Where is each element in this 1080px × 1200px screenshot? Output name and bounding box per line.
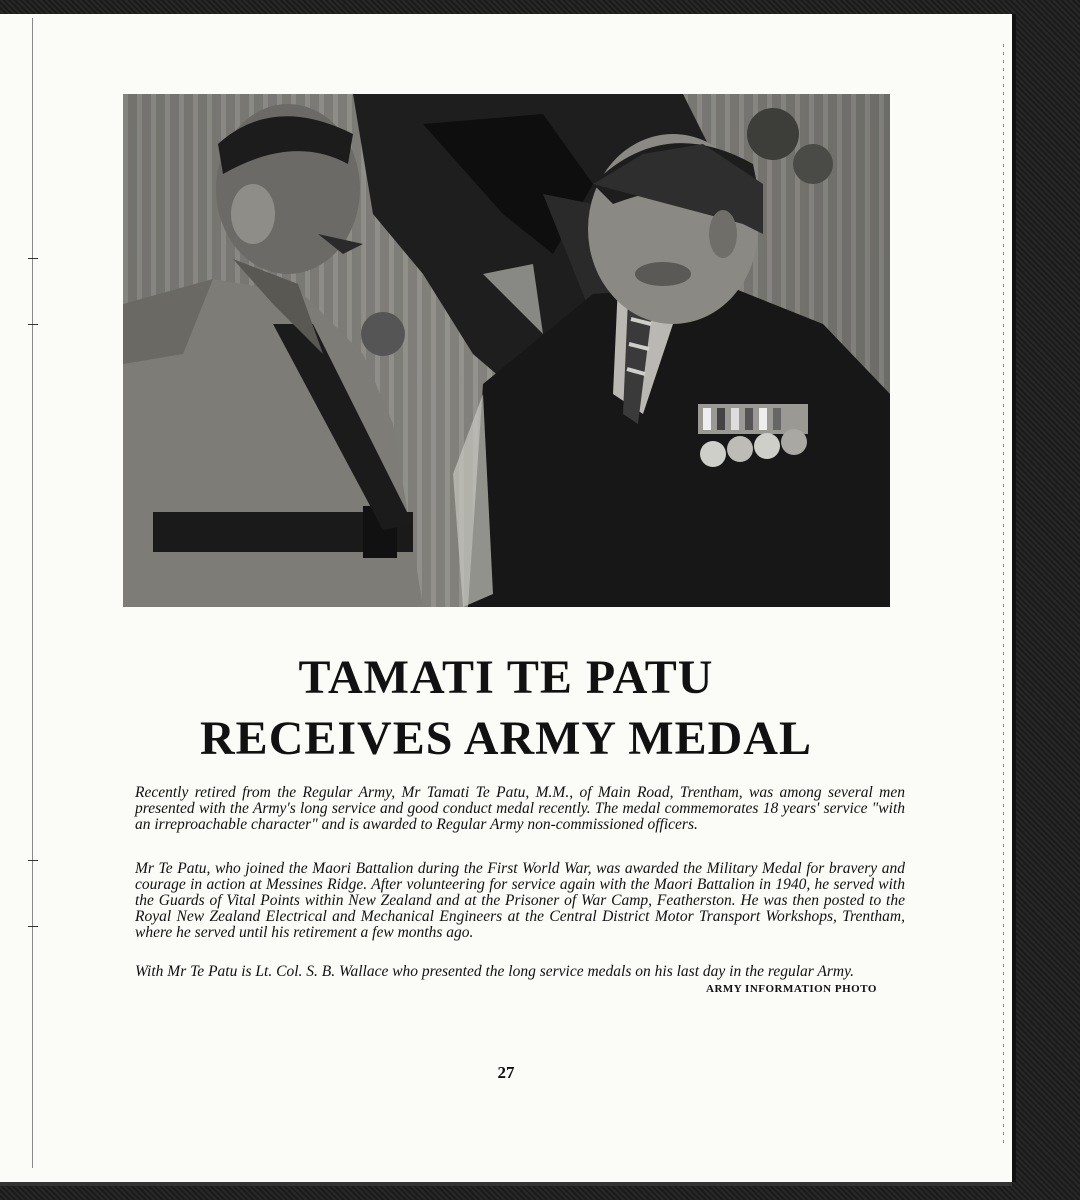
gutter-mark	[28, 926, 38, 927]
gutter-mark	[28, 258, 38, 259]
page-number: 27	[497, 1063, 515, 1082]
gutter-mark	[28, 860, 38, 861]
article-paragraph: Mr Te Patu, who joined the Maori Battalion during the First World War, was awarded the Military Medal for bravery and courage in action at Messines Ridge. After volunteering for service again with the Maori Battalion in 1940, he served with the Guards of Vital Points within New Zealand and at the Prisoner of War Camp, Featherston. He was then posted to the Royal New Zealand Electrical and Mechanical Engineers at the Central District Motor Transport Workshops, Trentham, where he served until his retirement a few months ago.	[135, 860, 905, 941]
headline-line-2: RECEIVES ARMY MEDAL	[200, 712, 812, 765]
photograph-image	[123, 94, 890, 607]
headline-line-1: TAMATI TE PATU	[298, 651, 714, 704]
photo-caption: With Mr Te Patu is Lt. Col. S. B. Wallace who presented the long service medals on his last day in the regular Army.	[135, 963, 854, 980]
article-paragraph: Recently retired from the Regular Army, Mr Tamati Te Patu, M.M., of Main Road, Trentham, was among several men presented with the Army's long service and good conduct medal recently. The medal commemorates 18 years' service "with an irreproachable character" and is awarded to Regular Army non-commissioned officers.	[135, 784, 905, 833]
news-photograph	[123, 94, 890, 607]
page-edge	[1003, 44, 1004, 1144]
photo-credit: ARMY INFORMATION PHOTO	[706, 983, 877, 995]
magazine-page	[0, 14, 1012, 1182]
page-gutter-line	[32, 18, 33, 1168]
gutter-mark	[28, 324, 38, 325]
